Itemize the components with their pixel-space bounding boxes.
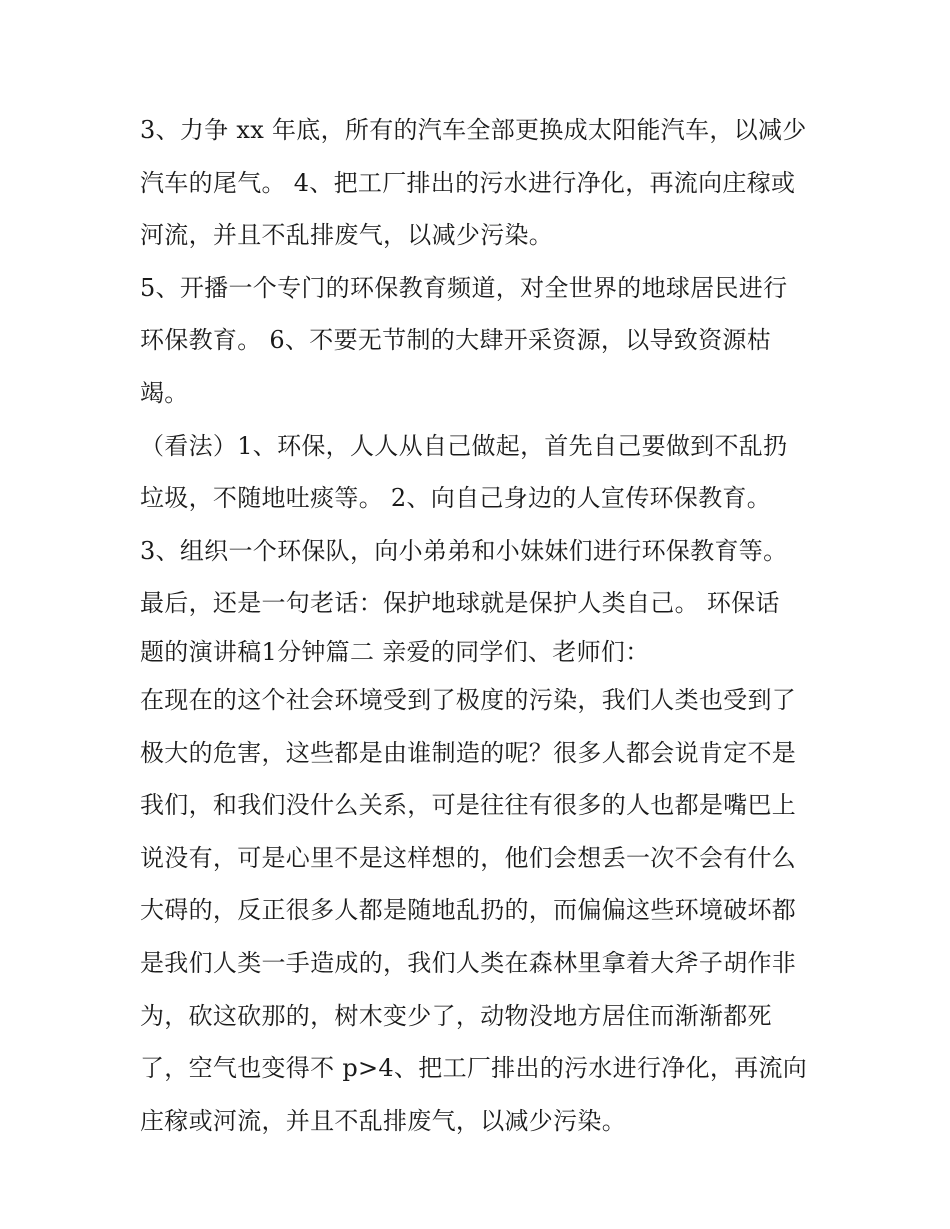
text-line: 说没有，可是心里不是这样想的，他们会想丢一次不会有什么 xyxy=(140,843,797,872)
text-line: 在现在的这个社会环境受到了极度的污染，我们人类也受到了 xyxy=(140,685,797,714)
text-line: 竭。 xyxy=(140,378,189,407)
text-line: 了，空气也变得不 p>4、把工厂排出的污水进行净化，再流向 xyxy=(140,1054,808,1083)
text-line: 题的演讲稿1分钟篇二 亲爱的同学们、老师们： xyxy=(140,637,650,666)
text-line: 极大的危害，这些都是由谁制造的呢？很多人都会说肯定不是 xyxy=(140,738,797,767)
text-line: 最后，还是一句老话：保护地球就是保护人类自己。 环保话 xyxy=(140,589,780,618)
text-line: 是我们人类一手造成的，我们人类在森林里拿着大斧子胡作非 xyxy=(140,948,797,977)
text-line: 汽车的尾气。 4、把工厂排出的污水进行净化，再流向庄稼或 xyxy=(140,168,796,197)
document-body xyxy=(140,104,820,1147)
text-line: 庄稼或河流，并且不乱排废气，以减少污染。 xyxy=(140,1106,626,1135)
text-line: 环保教育。 6、不要无节制的大肆开采资源，以导致资源枯 xyxy=(140,326,771,355)
text-line: 3、组织一个环保队，向小弟弟和小妹妹们进行环保教育等。 xyxy=(140,536,788,565)
text-line: （看法）1、环保，人人从自己做起，首先自己要做到不乱扔 xyxy=(140,431,788,460)
text-line: 为，砍这砍那的，树木变少了，动物没地方居住而渐渐都死 xyxy=(140,1001,772,1030)
text-line: 我们，和我们没什么关系，可是往往有很多的人也都是嘴巴上 xyxy=(140,791,797,820)
text-line: 5、开播一个专门的环保教育频道，对全世界的地球居民进行 xyxy=(140,273,788,302)
text-line: 3、力争 xx 年底，所有的汽车全部更换成太阳能汽车，以减少 xyxy=(140,116,807,144)
text-line: 大碍的，反正很多人都是随地乱扔的，而偏偏这些环境破坏都 xyxy=(140,896,797,925)
text-line: 垃圾，不随地吐痰等。 2、向自己身边的人宣传环保教育。 xyxy=(140,484,771,513)
text-line: 河流，并且不乱排废气，以减少污染。 xyxy=(140,221,554,250)
